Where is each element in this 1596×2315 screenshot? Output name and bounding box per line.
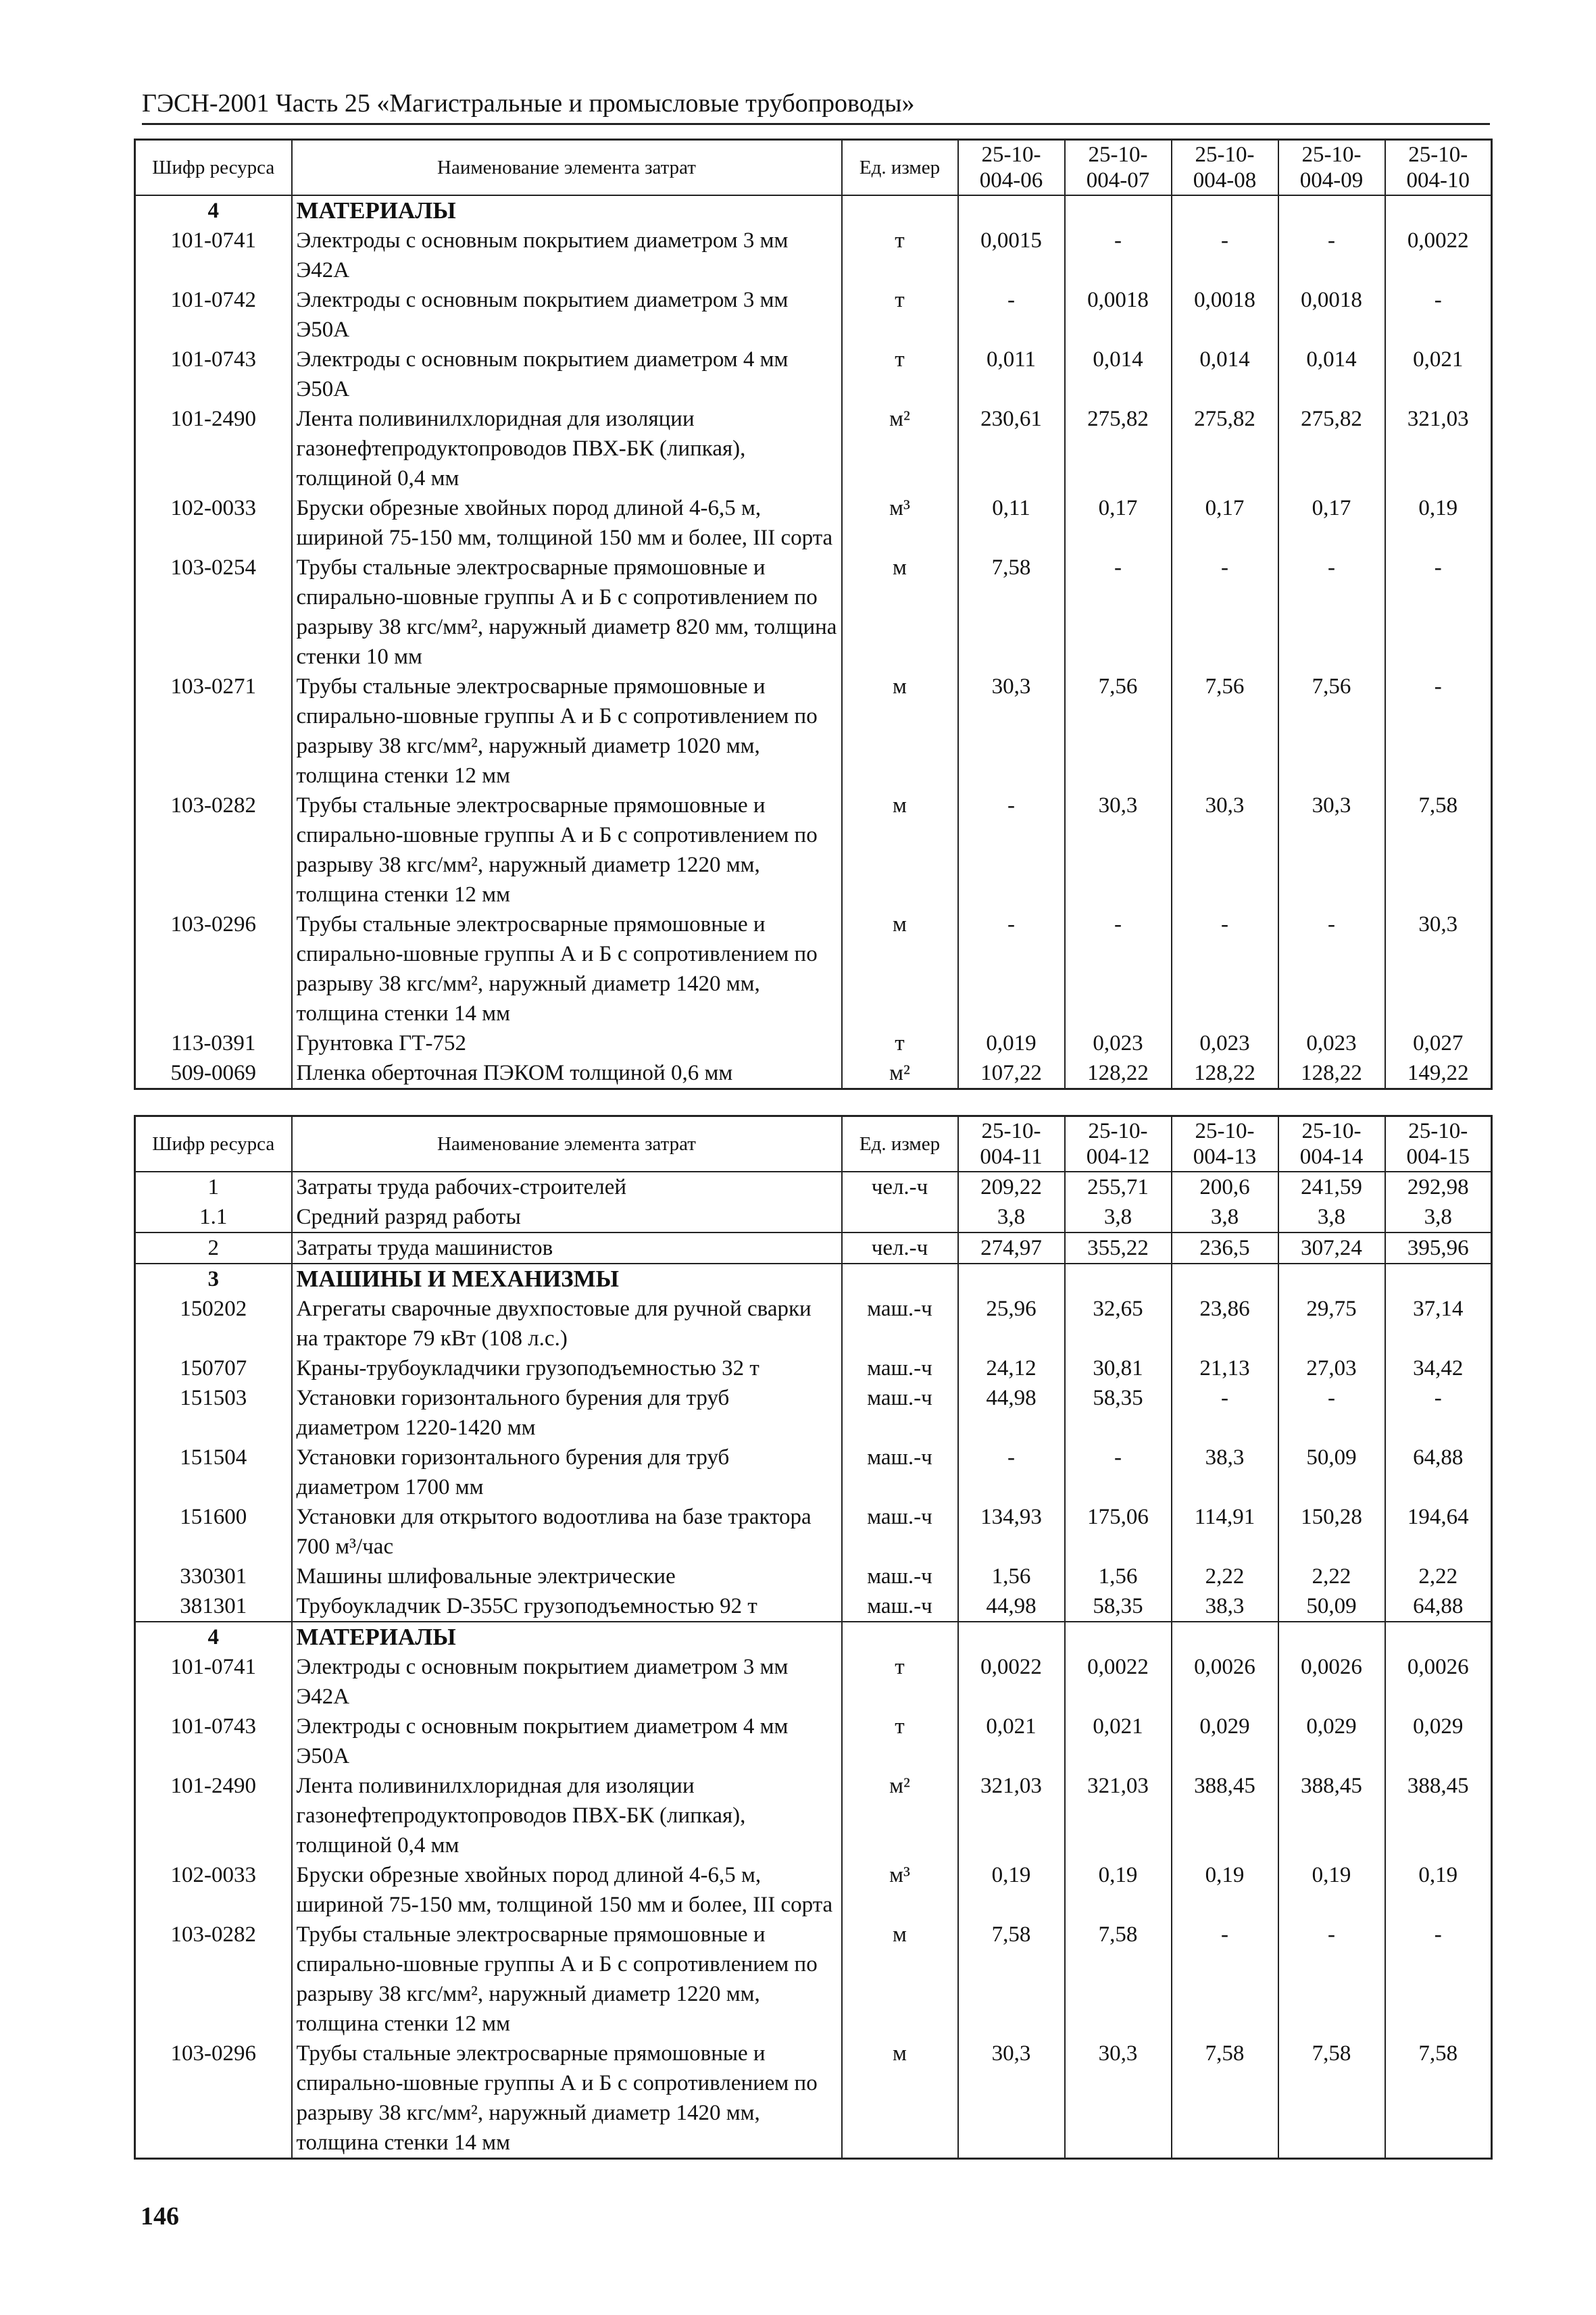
norm-value: 37,14 (1385, 1294, 1492, 1353)
resource-name: Средний разряд работы (292, 1202, 842, 1233)
resource-code: 3 (135, 1264, 292, 1294)
norm-value: 21,13 (1172, 1353, 1278, 1383)
section-row (135, 1622, 1492, 1652)
resource-name: Установки для открытого водоотлива на базе трактора 700 м³/час (292, 1502, 842, 1562)
resource-name: Электроды с основным покрытием диаметром 3 мм Э50А (292, 285, 842, 345)
norm-value: 38,3 (1172, 1591, 1278, 1622)
table-row (135, 791, 1492, 910)
resource-name: Трубы стальные электросварные прямошовные и спирально-шовные группы А и Б с сопротивлением по разрыву 38 кгс/мм², наружный диаметр 1420 мм, толщина стенки 14 мм (292, 2039, 842, 2159)
resource-unit: м³ (842, 493, 958, 553)
norm-value: 107,22 (958, 1058, 1065, 1089)
norm-value: 0,0022 (1385, 226, 1492, 285)
norm-value: 149,22 (1385, 1058, 1492, 1089)
page-number: 146 (141, 2202, 179, 2231)
table-row (135, 1562, 1492, 1591)
norm-value (1172, 195, 1278, 226)
norm-value: 0,0022 (1065, 1652, 1172, 1712)
norm-value: 32,65 (1065, 1294, 1172, 1353)
table-row (135, 404, 1492, 493)
norm-value: 30,3 (1172, 791, 1278, 910)
column-header-norm: 25-10-004-10 (1385, 140, 1492, 195)
resource-unit: т (842, 1712, 958, 1771)
norm-value: - (1278, 226, 1385, 285)
resource-unit (842, 1622, 958, 1652)
norm-value: 50,09 (1278, 1443, 1385, 1502)
column-header-unit: Ед. измер (842, 1116, 958, 1172)
resource-code: 101-0743 (135, 345, 292, 404)
resource-unit: маш.-ч (842, 1353, 958, 1383)
norm-value: 395,96 (1385, 1233, 1492, 1264)
table-row (135, 1920, 1492, 2039)
resource-code: 102-0033 (135, 493, 292, 553)
table-row (135, 553, 1492, 672)
norm-value: 7,56 (1172, 672, 1278, 791)
resource-name: МАШИНЫ И МЕХАНИЗМЫ (292, 1264, 842, 1294)
resource-code: 101-2490 (135, 1771, 292, 1860)
table-row (135, 672, 1492, 791)
resource-name: Трубы стальные электросварные прямошовные и спирально-шовные группы А и Б с сопротивлением по разрыву 38 кгс/мм², наружный диаметр 1420 мм, толщина стенки 14 мм (292, 910, 842, 1028)
resource-unit: м³ (842, 1860, 958, 1920)
column-header-code: Шифр ресурса (135, 140, 292, 195)
norm-value: - (1278, 910, 1385, 1028)
norm-value: 0,023 (1065, 1028, 1172, 1058)
norm-value: 0,027 (1385, 1028, 1492, 1058)
norm-value: - (958, 791, 1065, 910)
norm-value: 7,58 (958, 553, 1065, 672)
column-header-code: Шифр ресурса (135, 1116, 292, 1172)
norm-value: 200,6 (1172, 1172, 1278, 1202)
resource-unit (842, 1202, 958, 1233)
norm-value: 23,86 (1172, 1294, 1278, 1353)
norm-value: 30,3 (958, 672, 1065, 791)
norm-value: 7,58 (958, 1920, 1065, 2039)
norm-value: - (1065, 910, 1172, 1028)
resource-name: Лента поливинилхлоридная для изоляции газонефтепродуктопроводов ПВХ-БК (липкая), толщиной 0,4 мм (292, 1771, 842, 1860)
norm-value (1065, 1622, 1172, 1652)
table-row (135, 2039, 1492, 2159)
norm-value: 0,0015 (958, 226, 1065, 285)
norm-value: 128,22 (1172, 1058, 1278, 1089)
resource-unit: м (842, 553, 958, 672)
resource-name: Краны-трубоукладчики грузоподъемностью 32 т (292, 1353, 842, 1383)
table-row (135, 285, 1492, 345)
resource-name: Затраты труда машинистов (292, 1233, 842, 1264)
norm-value: 321,03 (1065, 1771, 1172, 1860)
resource-name: Электроды с основным покрытием диаметром 3 мм Э42А (292, 1652, 842, 1712)
norm-value: 58,35 (1065, 1383, 1172, 1443)
norm-value (1385, 1622, 1492, 1652)
norm-value: - (958, 910, 1065, 1028)
resource-name: Трубы стальные электросварные прямошовные и спирально-шовные группы А и Б с сопротивлением по разрыву 38 кгс/мм², наружный диаметр 1020 мм, толщина стенки 12 мм (292, 672, 842, 791)
resource-code: 113-0391 (135, 1028, 292, 1058)
resource-name: Грунтовка ГТ-752 (292, 1028, 842, 1058)
norm-value: 0,17 (1278, 493, 1385, 553)
norm-value: 0,19 (1385, 1860, 1492, 1920)
resource-unit: т (842, 1652, 958, 1712)
norm-value: 128,22 (1278, 1058, 1385, 1089)
norm-value: 0,014 (1065, 345, 1172, 404)
resource-code: 102-0033 (135, 1860, 292, 1920)
norm-value: - (1065, 1443, 1172, 1502)
resource-unit (842, 195, 958, 226)
norm-value: 7,56 (1065, 672, 1172, 791)
norm-value: 230,61 (958, 404, 1065, 493)
norm-value: 44,98 (958, 1591, 1065, 1622)
norm-value: 0,19 (1278, 1860, 1385, 1920)
resource-unit (842, 1264, 958, 1294)
resource-unit: чел.-ч (842, 1233, 958, 1264)
norm-value (1065, 195, 1172, 226)
norm-value: 0,17 (1065, 493, 1172, 553)
resource-unit: маш.-ч (842, 1502, 958, 1562)
norm-value: 0,19 (958, 1860, 1065, 1920)
table-row (135, 1353, 1492, 1383)
resource-name: Установки горизонтального бурения для труб диаметром 1700 мм (292, 1443, 842, 1502)
norm-value: 2,22 (1172, 1562, 1278, 1591)
resource-unit: маш.-ч (842, 1383, 958, 1443)
norm-value (1385, 1264, 1492, 1294)
section-row (135, 1264, 1492, 1294)
resource-unit: м (842, 910, 958, 1028)
table-row (135, 1591, 1492, 1622)
norm-value: 150,28 (1278, 1502, 1385, 1562)
resource-code: 150202 (135, 1294, 292, 1353)
norm-value: 7,58 (1278, 2039, 1385, 2159)
table-row (135, 1652, 1492, 1712)
norm-value: 0,11 (958, 493, 1065, 553)
norm-value: 0,19 (1065, 1860, 1172, 1920)
norm-value: 321,03 (1385, 404, 1492, 493)
norm-value: 241,59 (1278, 1172, 1385, 1202)
resource-unit: м² (842, 1771, 958, 1860)
resource-unit: маш.-ч (842, 1591, 958, 1622)
norm-value: 3,8 (1172, 1202, 1278, 1233)
column-header-name: Наименование элемента затрат (292, 1116, 842, 1172)
norm-value (1065, 1264, 1172, 1294)
resource-code: 103-0271 (135, 672, 292, 791)
norm-value: - (1385, 1920, 1492, 2039)
norm-value: 64,88 (1385, 1443, 1492, 1502)
cost-table-1 (134, 139, 1493, 1090)
resource-code: 150707 (135, 1353, 292, 1383)
column-header-name: Наименование элемента затрат (292, 140, 842, 195)
norm-value: 3,8 (1278, 1202, 1385, 1233)
resource-unit: м (842, 791, 958, 910)
norm-value: 0,023 (1278, 1028, 1385, 1058)
norm-value: 0,029 (1172, 1712, 1278, 1771)
norm-value: - (1278, 553, 1385, 672)
norm-value: 0,029 (1385, 1712, 1492, 1771)
norm-value (958, 1264, 1065, 1294)
resource-code: 101-0743 (135, 1712, 292, 1771)
norm-value: 0,17 (1172, 493, 1278, 553)
table-row (135, 1771, 1492, 1860)
resource-code: 151504 (135, 1443, 292, 1502)
resource-unit: чел.-ч (842, 1172, 958, 1202)
norm-value: - (1385, 672, 1492, 791)
resource-unit: маш.-ч (842, 1443, 958, 1502)
cost-table-2 (134, 1115, 1493, 2160)
resource-code: 101-0741 (135, 1652, 292, 1712)
norm-value: - (1385, 285, 1492, 345)
table-row (135, 493, 1492, 553)
norm-value: - (1065, 226, 1172, 285)
resource-code: 151503 (135, 1383, 292, 1443)
norm-value (1278, 195, 1385, 226)
norm-value: 64,88 (1385, 1591, 1492, 1622)
norm-value: 0,023 (1172, 1028, 1278, 1058)
resource-code: 4 (135, 195, 292, 226)
table-row (135, 1443, 1492, 1502)
norm-value: 0,19 (1385, 493, 1492, 553)
table-row (135, 1502, 1492, 1562)
norm-value: 0,0018 (1172, 285, 1278, 345)
resource-name: Электроды с основным покрытием диаметром 4 мм Э50А (292, 1712, 842, 1771)
norm-value: - (958, 1443, 1065, 1502)
resource-code: 2 (135, 1233, 292, 1264)
norm-value: 0,014 (1278, 345, 1385, 404)
norm-value: 0,021 (1065, 1712, 1172, 1771)
resource-code: 101-2490 (135, 404, 292, 493)
resource-unit: м (842, 1920, 958, 2039)
norm-value: - (1278, 1920, 1385, 2039)
table-body (135, 1172, 1492, 2159)
norm-value: 0,0018 (1278, 285, 1385, 345)
table-row (135, 1860, 1492, 1920)
table-row (135, 1712, 1492, 1771)
resource-name: Трубы стальные электросварные прямошовные и спирально-шовные группы А и Б с сопротивлением по разрыву 38 кгс/мм², наружный диаметр 820 мм, толщина стенки 10 мм (292, 553, 842, 672)
norm-value: 0,019 (958, 1028, 1065, 1058)
norm-value: - (1278, 1383, 1385, 1443)
norm-value (1172, 1264, 1278, 1294)
norm-value: 27,03 (1278, 1353, 1385, 1383)
resource-code: 103-0282 (135, 1920, 292, 2039)
column-header-norm: 25-10-004-09 (1278, 140, 1385, 195)
resource-name: Трубы стальные электросварные прямошовные и спирально-шовные группы А и Б с сопротивлением по разрыву 38 кгс/мм², наружный диаметр 1220 мм, толщина стенки 12 мм (292, 791, 842, 910)
norm-value (1278, 1264, 1385, 1294)
norm-value: 292,98 (1385, 1172, 1492, 1202)
norm-value: 25,96 (958, 1294, 1065, 1353)
resource-name: Машины шлифовальные электрические (292, 1562, 842, 1591)
norm-value (1172, 1622, 1278, 1652)
table-row (135, 1383, 1492, 1443)
resource-name: Пленка оберточная ПЭКОМ толщиной 0,6 мм (292, 1058, 842, 1089)
table-row (135, 1058, 1492, 1089)
norm-value: 0,021 (1385, 345, 1492, 404)
column-header-unit: Ед. измер (842, 140, 958, 195)
column-header-norm: 25-10-004-12 (1065, 1116, 1172, 1172)
table-row (135, 1028, 1492, 1058)
resource-name: МАТЕРИАЛЫ (292, 195, 842, 226)
resource-unit: т (842, 285, 958, 345)
resource-name: Бруски обрезные хвойных пород длиной 4-6,5 м, шириной 75-150 мм, толщиной 150 мм и более, III сорта (292, 1860, 842, 1920)
section-row (135, 195, 1492, 226)
norm-value (958, 195, 1065, 226)
norm-value: 275,82 (1065, 404, 1172, 493)
resource-unit: т (842, 226, 958, 285)
resource-name: Установки горизонтального бурения для труб диаметром 1220-1420 мм (292, 1383, 842, 1443)
resource-unit: м² (842, 1058, 958, 1089)
norm-value: 30,3 (1065, 791, 1172, 910)
resource-unit: м (842, 2039, 958, 2159)
norm-value: 29,75 (1278, 1294, 1385, 1353)
norm-value (1385, 195, 1492, 226)
norm-value: 134,93 (958, 1502, 1065, 1562)
resource-unit: т (842, 345, 958, 404)
resource-code: 381301 (135, 1591, 292, 1622)
norm-value: 7,58 (1385, 2039, 1492, 2159)
norm-value: 44,98 (958, 1383, 1065, 1443)
norm-value: 0,0022 (958, 1652, 1065, 1712)
norm-value: 0,014 (1172, 345, 1278, 404)
norm-value: 128,22 (1065, 1058, 1172, 1089)
norm-value: 0,19 (1172, 1860, 1278, 1920)
norm-value: 3,8 (1065, 1202, 1172, 1233)
norm-value: 0,0026 (1172, 1652, 1278, 1712)
norm-value: 388,45 (1172, 1771, 1278, 1860)
norm-value: 275,82 (1278, 404, 1385, 493)
column-header-norm: 25-10-004-14 (1278, 1116, 1385, 1172)
norm-value: 34,42 (1385, 1353, 1492, 1383)
norm-value: 114,91 (1172, 1502, 1278, 1562)
norm-value: - (1172, 1920, 1278, 2039)
column-header-norm: 25-10-004-08 (1172, 140, 1278, 195)
resource-code: 103-0296 (135, 910, 292, 1028)
norm-value: 0,0018 (1065, 285, 1172, 345)
norm-value: 2,22 (1278, 1562, 1385, 1591)
resource-name: Затраты труда рабочих-строителей (292, 1172, 842, 1202)
norm-value: - (1385, 1383, 1492, 1443)
norm-value: 236,5 (1172, 1233, 1278, 1264)
norm-value: 30,3 (1278, 791, 1385, 910)
table-body (135, 195, 1492, 1089)
norm-value: 255,71 (1065, 1172, 1172, 1202)
resource-code: 103-0296 (135, 2039, 292, 2159)
norm-value: 275,82 (1172, 404, 1278, 493)
column-header-norm: 25-10-004-07 (1065, 140, 1172, 195)
table-row (135, 1172, 1492, 1202)
resource-name: Трубы стальные электросварные прямошовные и спирально-шовные группы А и Б с сопротивлением по разрыву 38 кгс/мм², наружный диаметр 1220 мм, толщина стенки 12 мм (292, 1920, 842, 2039)
norm-value: 0,029 (1278, 1712, 1385, 1771)
column-header-norm: 25-10-004-06 (958, 140, 1065, 195)
norm-value: 30,3 (958, 2039, 1065, 2159)
norm-value: 3,8 (1385, 1202, 1492, 1233)
norm-value: 7,58 (1385, 791, 1492, 910)
norm-value: 50,09 (1278, 1591, 1385, 1622)
resource-code: 151600 (135, 1502, 292, 1562)
resource-code: 1.1 (135, 1202, 292, 1233)
table-row (135, 910, 1492, 1028)
norm-value: 30,81 (1065, 1353, 1172, 1383)
norm-value: 194,64 (1385, 1502, 1492, 1562)
norm-value: 0,0026 (1278, 1652, 1385, 1712)
resource-unit: маш.-ч (842, 1294, 958, 1353)
norm-value: - (1065, 553, 1172, 672)
column-header-norm: 25-10-004-15 (1385, 1116, 1492, 1172)
norm-value: 30,3 (1065, 2039, 1172, 2159)
table-row (135, 1233, 1492, 1264)
table-row (135, 345, 1492, 404)
norm-value: 0,021 (958, 1712, 1065, 1771)
norm-value: 321,03 (958, 1771, 1065, 1860)
norm-value: 175,06 (1065, 1502, 1172, 1562)
norm-value: 1,56 (1065, 1562, 1172, 1591)
resource-code: 101-0742 (135, 285, 292, 345)
norm-value: 38,3 (1172, 1443, 1278, 1502)
resource-unit: т (842, 1028, 958, 1058)
norm-value: 209,22 (958, 1172, 1065, 1202)
resource-code: 330301 (135, 1562, 292, 1591)
norm-value: 30,3 (1385, 910, 1492, 1028)
norm-value: 58,35 (1065, 1591, 1172, 1622)
resource-name: Электроды с основным покрытием диаметром 4 мм Э50А (292, 345, 842, 404)
norm-value: 1,56 (958, 1562, 1065, 1591)
norm-value: 274,97 (958, 1233, 1065, 1264)
resource-unit: м (842, 672, 958, 791)
resource-name: Трубоукладчик D-355C грузоподъемностью 92 т (292, 1591, 842, 1622)
resource-code: 103-0282 (135, 791, 292, 910)
resource-code: 1 (135, 1172, 292, 1202)
resource-name: Агрегаты сварочные двухпостовые для ручной сварки на тракторе 79 кВт (108 л.с.) (292, 1294, 842, 1353)
norm-value: 3,8 (958, 1202, 1065, 1233)
resource-name: МАТЕРИАЛЫ (292, 1622, 842, 1652)
resource-code: 4 (135, 1622, 292, 1652)
norm-value: - (1172, 910, 1278, 1028)
norm-value (958, 1622, 1065, 1652)
resource-name: Электроды с основным покрытием диаметром 3 мм Э42А (292, 226, 842, 285)
norm-value: - (1172, 226, 1278, 285)
resource-code: 509-0069 (135, 1058, 292, 1089)
norm-value: 7,58 (1172, 2039, 1278, 2159)
norm-value (1278, 1622, 1385, 1652)
norm-value: 7,58 (1065, 1920, 1172, 2039)
norm-value: 7,56 (1278, 672, 1385, 791)
column-header-norm: 25-10-004-13 (1172, 1116, 1278, 1172)
norm-value: 388,45 (1385, 1771, 1492, 1860)
table-row (135, 1202, 1492, 1233)
norm-value: - (1172, 553, 1278, 672)
norm-value: 2,22 (1385, 1562, 1492, 1591)
norm-value: 24,12 (958, 1353, 1065, 1383)
norm-value: 307,24 (1278, 1233, 1385, 1264)
table-row (135, 1294, 1492, 1353)
resource-name: Лента поливинилхлоридная для изоляции газонефтепродуктопроводов ПВХ-БК (липкая), толщиной 0,4 мм (292, 404, 842, 493)
column-header-norm: 25-10-004-11 (958, 1116, 1065, 1172)
norm-value: 388,45 (1278, 1771, 1385, 1860)
resource-code: 103-0254 (135, 553, 292, 672)
resource-unit: м² (842, 404, 958, 493)
norm-value: - (1385, 553, 1492, 672)
resource-name: Бруски обрезные хвойных пород длиной 4-6,5 м, шириной 75-150 мм, толщиной 150 мм и более, III сорта (292, 493, 842, 553)
resource-code: 101-0741 (135, 226, 292, 285)
norm-value: - (1172, 1383, 1278, 1443)
resource-unit: маш.-ч (842, 1562, 958, 1591)
norm-value: 0,011 (958, 345, 1065, 404)
norm-value: 0,0026 (1385, 1652, 1492, 1712)
norm-value: 355,22 (1065, 1233, 1172, 1264)
table-row (135, 226, 1492, 285)
norm-value: - (958, 285, 1065, 345)
page-header: ГЭСН-2001 Часть 25 «Магистральные и промысловые трубопроводы» (142, 86, 1490, 125)
